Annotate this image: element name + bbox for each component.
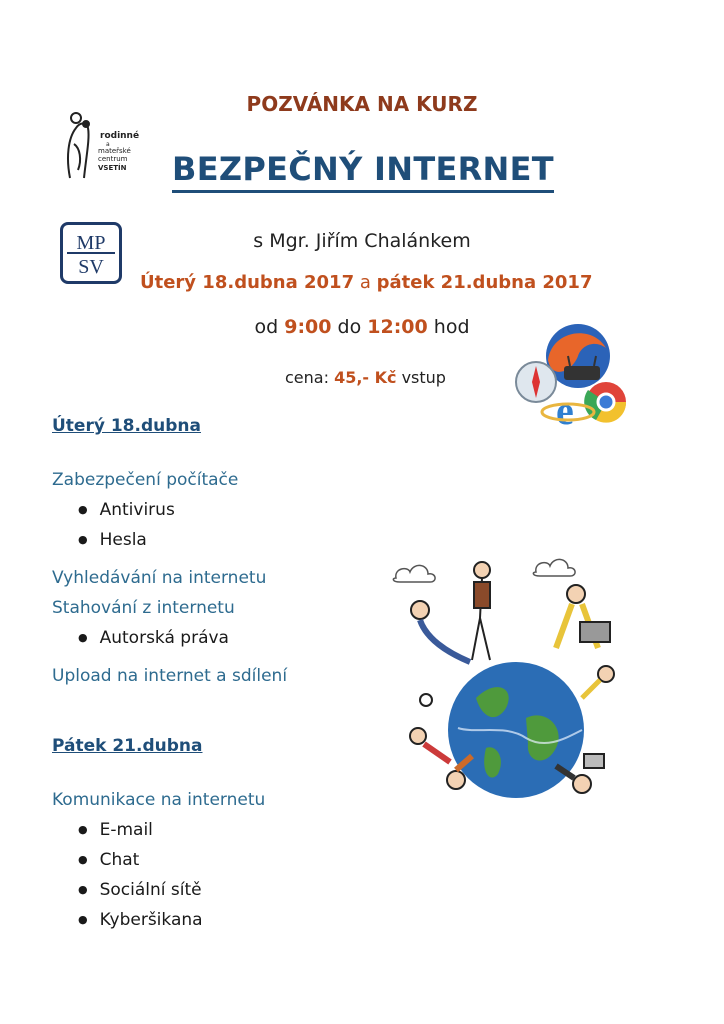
day1-heading: Úterý 18.dubna: [52, 416, 201, 436]
rmc-text-line-3: mateřské: [98, 147, 131, 155]
rmc-text-line-5: VSETÍN: [98, 164, 127, 172]
price-prefix: cena:: [285, 368, 335, 387]
day1-topic-search: Vyhledávání na internetu: [52, 568, 267, 588]
family-center-logo: [60, 108, 140, 188]
price-value: 45,- Kč: [334, 368, 397, 387]
time-prefix: od: [254, 316, 285, 338]
day1-topic-upload: Upload na internet a sdílení: [52, 666, 288, 686]
rmc-text-line-1: rodinné: [100, 131, 140, 141]
globe-icon: [448, 662, 584, 798]
date-conjunction: a: [354, 272, 377, 293]
course-title: BEZPEČNÝ INTERNET: [172, 150, 554, 193]
rmc-text-line-4: centrum: [98, 155, 128, 163]
list-item: ● E-mail: [78, 820, 153, 840]
list-item: ● Chat: [78, 850, 139, 870]
time-from: 9:00: [284, 316, 332, 338]
invite-title: POZVÁNKA NA KURZ: [246, 92, 478, 116]
time-suffix: hod: [427, 316, 470, 338]
mpsv-logo-top: MP: [76, 232, 106, 254]
time-to: 12:00: [367, 316, 428, 338]
day1-topic-security: Zabezpečení počítače: [52, 470, 239, 490]
svg-text:e: e: [556, 388, 574, 432]
date-friday: pátek 21.dubna 2017: [376, 272, 593, 293]
date-tuesday: Úterý 18.dubna 2017: [140, 272, 355, 293]
mpsv-logo: [60, 222, 122, 284]
price-suffix: vstup: [396, 368, 446, 387]
list-item: ● Kyberšikana: [78, 910, 203, 930]
day2-heading: Pátek 21.dubna: [52, 736, 203, 756]
lecturer-line: s Mgr. Jiřím Chalánkem: [253, 230, 471, 252]
globe-people-illustration: [386, 548, 636, 816]
rmc-text-line-2: a: [106, 141, 110, 148]
list-item: ● Sociální sítě: [78, 880, 202, 900]
course-dates: [140, 272, 592, 293]
course-price: [285, 368, 446, 387]
day2-topic-communication: Komunikace na internetu: [52, 790, 266, 810]
list-item: ● Hesla: [78, 530, 147, 550]
browser-icons: [512, 320, 632, 432]
list-item: ● Antivirus: [78, 500, 175, 520]
list-item: ● Autorská práva: [78, 628, 229, 648]
time-mid: do: [331, 316, 368, 338]
mpsv-logo-bottom: SV: [78, 256, 104, 278]
safari-icon: [516, 362, 556, 402]
day1-topic-download: Stahování z internetu: [52, 598, 235, 618]
